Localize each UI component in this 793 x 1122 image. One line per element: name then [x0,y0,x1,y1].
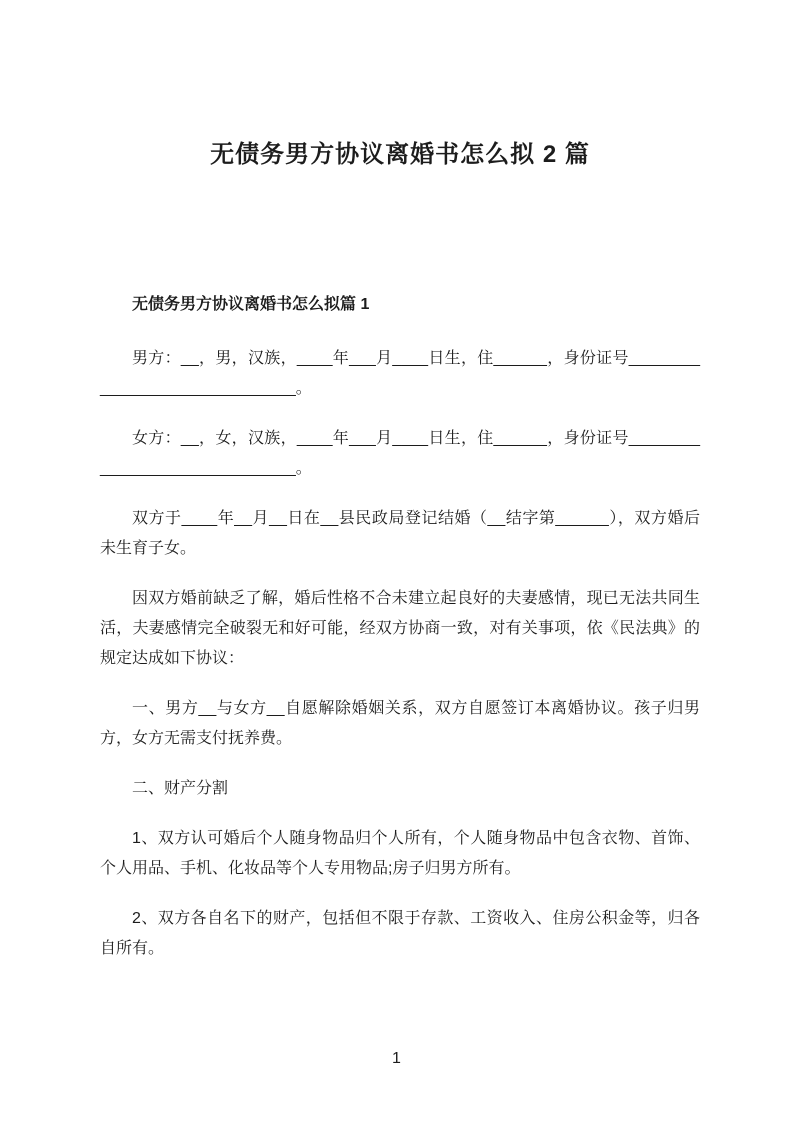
paragraph-property-item-1: 1、双方认可婚后个人随身物品归个人所有，个人随身物品中包含衣物、首饰、个人用品、手机、化妆品等个人专用物品;房子归男方所有。 [100,830,700,877]
paragraph-divorce-reason: 因双方婚前缺乏了解，婚后性格不合未建立起良好的夫妻感情，现已无法共同生活，夫妻感情完全破裂无和好可能，经双方协商一致，对有关事项，依《民法典》的规定达成如下协议： [100,590,700,667]
paragraph-marriage-registration: 双方于____年__月__日在__县民政局登记结婚（__结字第______），双方婚后未生育子女。 [100,510,700,557]
paragraph-clause-two-heading: 二、财产分割 [132,780,229,797]
paragraph-clause-one: 一、男方__与女方__自愿解除婚姻关系，双方自愿签订本离婚协议。孩子归男方，女方无需支付抚养费。 [100,700,700,747]
section-heading: 无债务男方协议离婚书怎么拟篇 1 [132,296,370,313]
page-number: 1 [392,1050,401,1067]
paragraph-wife-info: 女方：__，女，汉族，____年___月____日生，住______，身份证号______________________________。 [100,430,700,477]
paragraph-property-item-2: 2、双方各自名下的财产，包括但不限于存款、工资收入、住房公积金等，归各自所有。 [100,910,700,957]
paragraph-husband-info: 男方：__，男，汉族，____年___月____日生，住______，身份证号______________________________。 [100,350,700,397]
document-title: 无债务男方协议离婚书怎么拟 2 篇 [210,141,590,168]
